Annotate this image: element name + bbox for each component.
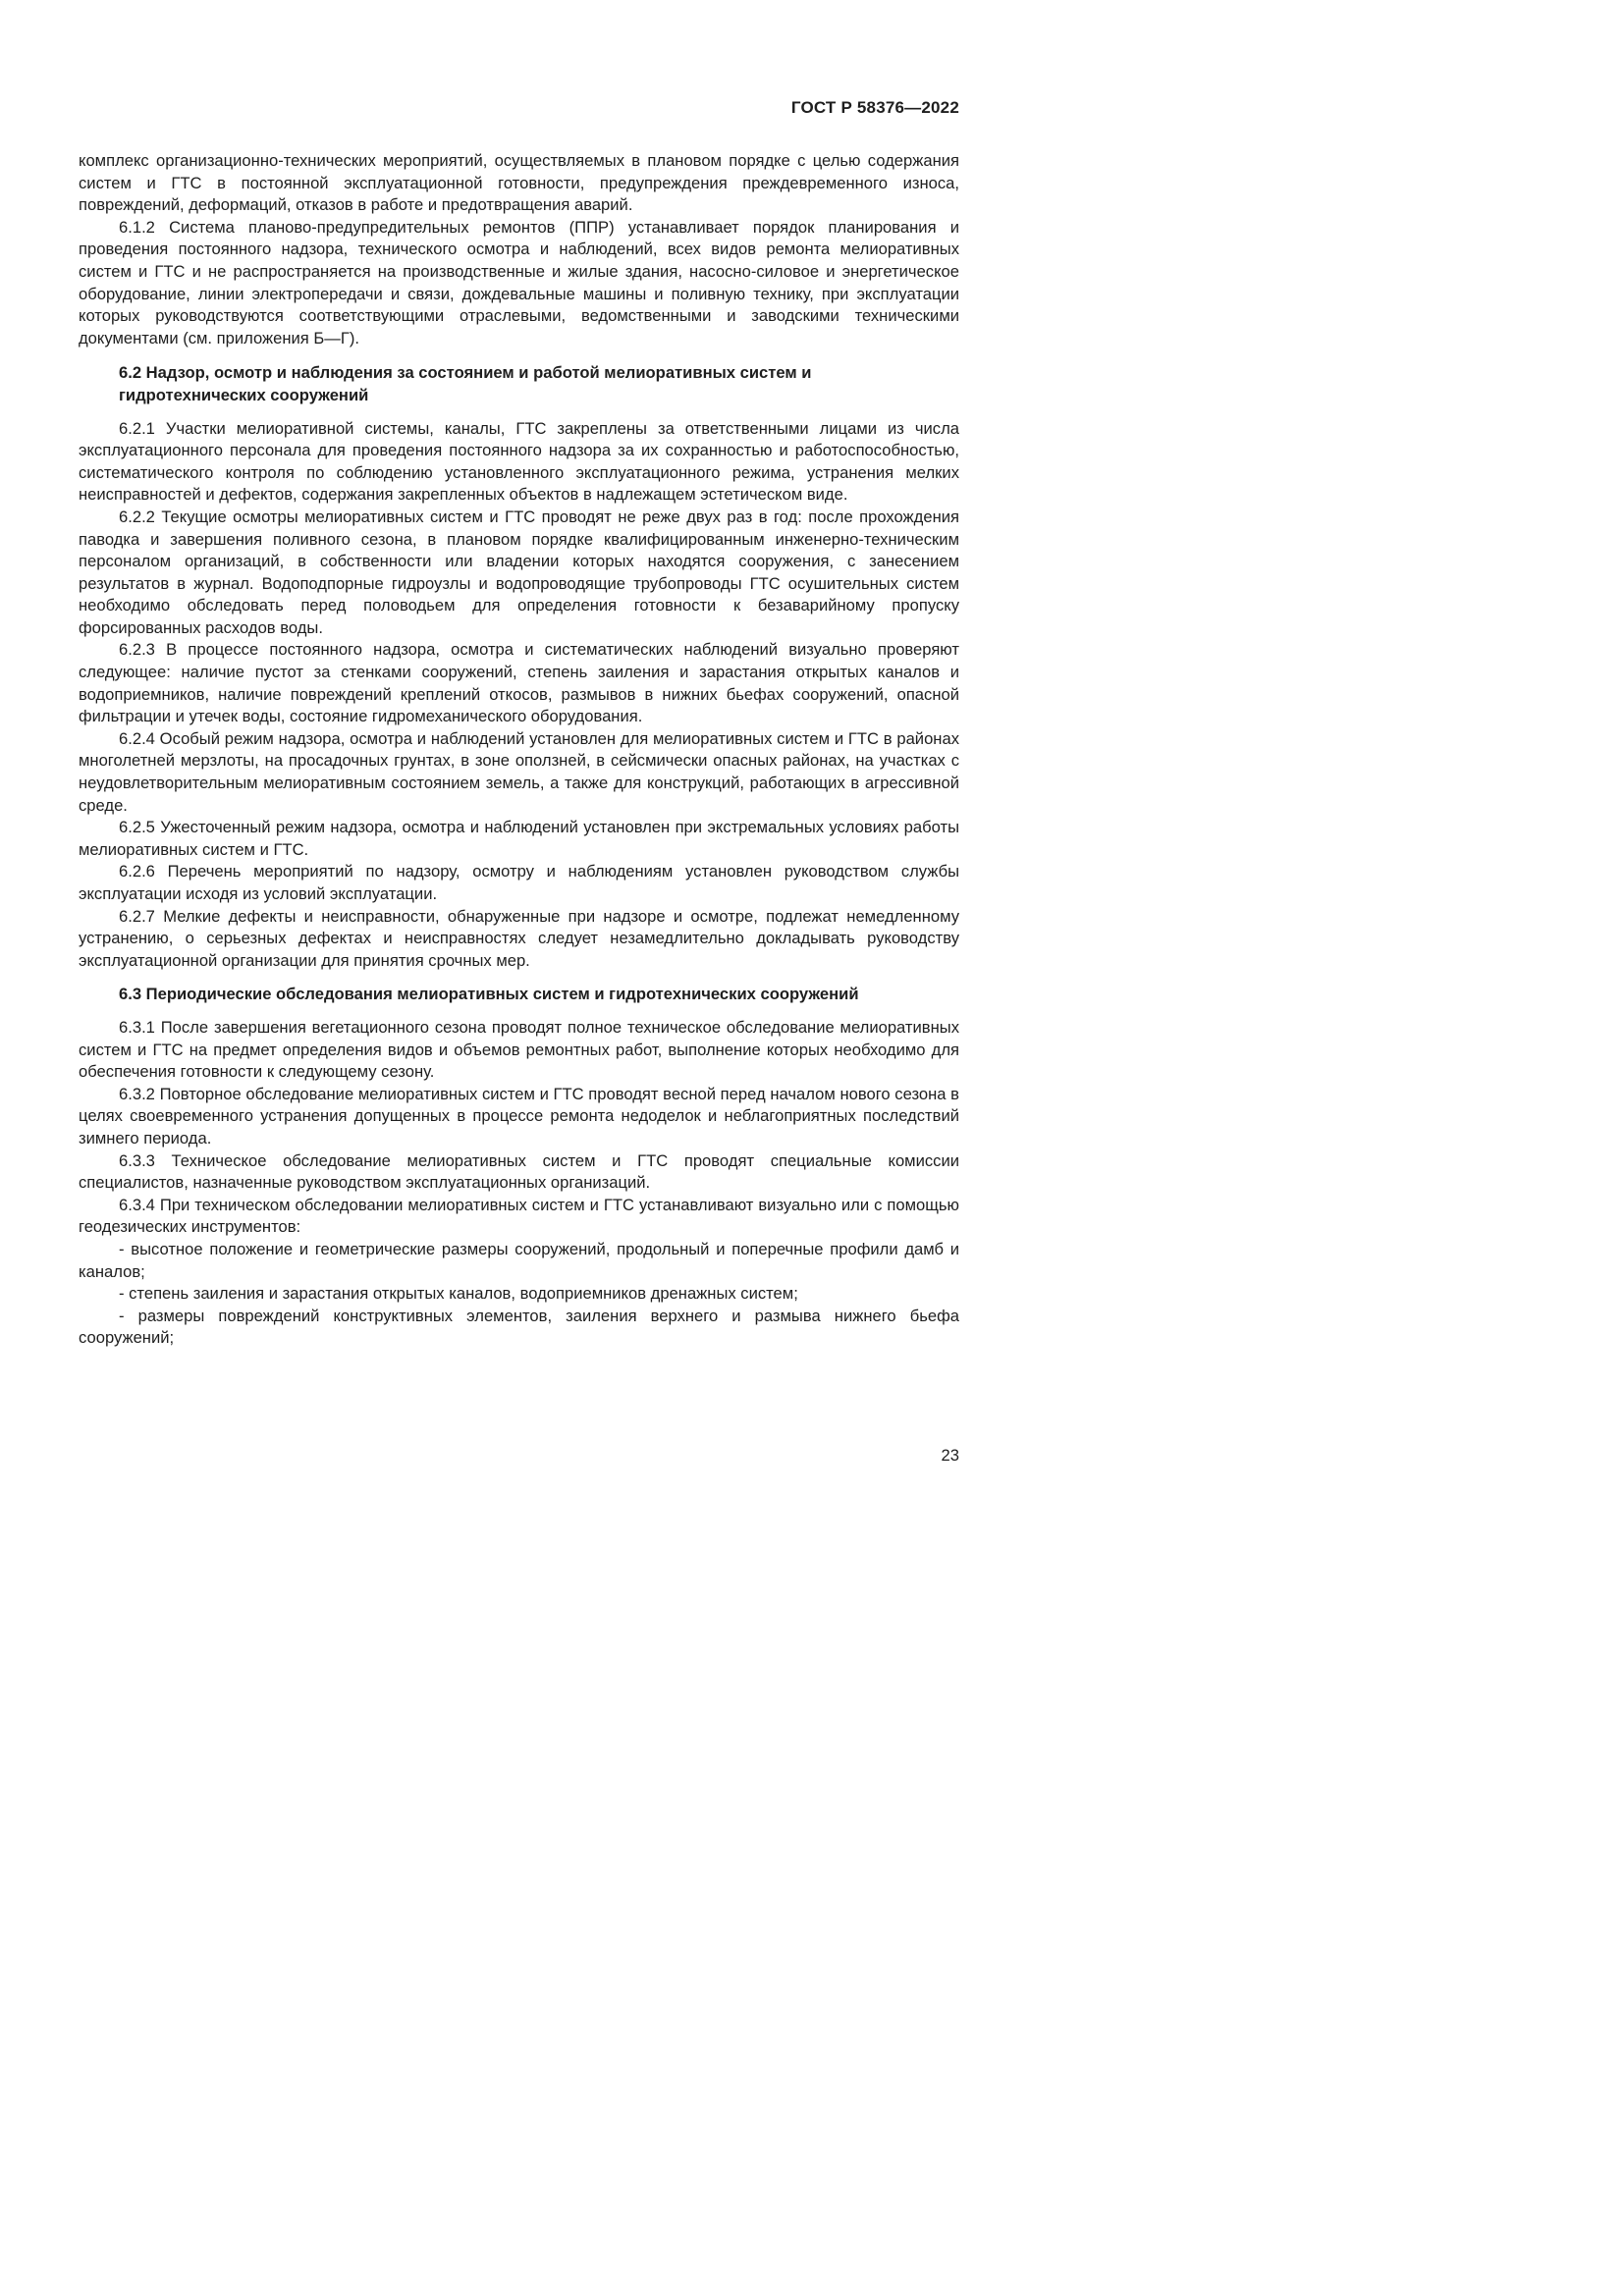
paragraph-6-3-4: 6.3.4 При техническом обследовании мелиоративных систем и ГТС устанавливают визуально или с помощью геодезических инструментов: [79, 1195, 959, 1237]
list-item: - размеры повреждений конструктивных элементов, заиления верхнего и размыва нижнего бьефа сооружений; [79, 1306, 959, 1348]
paragraph-6-3-3: 6.3.3 Техническое обследование мелиоративных систем и ГТС проводят специальные комиссии специалистов, назначенные руководством эксплуатационных организаций. [79, 1150, 959, 1193]
heading-6-2: 6.2 Надзор, осмотр и наблюдения за состоянием и работой мелиоративных систем и гидротехнических сооружений [119, 363, 812, 404]
paragraph-6-2-5: 6.2.5 Ужесточенный режим надзора, осмотра и наблюдений установлен при экстремальных условиях работы мелиоративных систем и ГТС. [79, 818, 959, 859]
heading-6-3: 6.3 Периодические обследования мелиоративных систем и гидротехнических сооружений [119, 985, 859, 1004]
paragraph-6-2-7: 6.2.7 Мелкие дефекты и неисправности, обнаруженные при надзоре и осмотре, подлежат немедленному устранению, о серьезных дефектах и неисправностях следует незамедлительно докладывать руководству эксплуатационной организации для принятия срочных мер. [79, 906, 959, 970]
paragraph-6-2-3: 6.2.3 В процессе постоянного надзора, осмотра и систематических наблюдений визуально проверяют следующее: наличие пустот за стенками сооружений, степень заиления и зарастания открытых каналов и водоприемников, наличие повреждений креплений откосов, размывов в нижних бьефах сооружений, опасной фильтрации и утечек воды, состояние гидромеханического оборудования. [79, 640, 959, 726]
paragraph-6-2-2: 6.2.2 Текущие осмотры мелиоративных систем и ГТС проводят не реже двух раз в год: после прохождения паводка и завершения поливного сезона, в плановом порядке квалифицированным инженерно-техническим персоналом организаций, в собственности или владении которых находятся сооружения, с занесением результатов в журнал. Водоподпорные гидроузлы и водопроводящие трубопроводы ГТС осушительных систем необходимо обследовать перед половодьем для определения готовности к безаварийному пропуску форсированных расходов воды. [79, 507, 959, 637]
paragraph-6-2-6: 6.2.6 Перечень мероприятий по надзору, осмотру и наблюдениям установлен руководством службы эксплуатации исходя из условий эксплуатации. [79, 862, 959, 903]
paragraph-6-1-2: 6.1.2 Система планово-предупредительных ремонтов (ППР) устанавливает порядок планирования и проведения постоянного надзора, технического осмотра и наблюдений, всех видов ремонта мелиоративных систем и ГТС и не распространяется на производственные и жилые здания, насосно-силовое и энергетическое оборудование, линии электропередачи и связи, дождевальные машины и поливную технику, при эксплуатации которых руководствуются соответствующими отраслевыми, ведомственными и заводскими техническими документами (см. приложения Б—Г). [79, 217, 959, 347]
paragraph-6-2-4: 6.2.4 Особый режим надзора, осмотра и наблюдений установлен для мелиоративных систем и ГТС в районах многолетней мерзлоты, на просадочных грунтах, в зоне оползней, в сейсмически опасных районах, на участках с неудовлетворительным мелиоративным состоянием земель, а также для конструкций, работающих в агрессивной среде. [79, 728, 959, 815]
paragraph-intro: комплекс организационно-технических мероприятий, осуществляемых в плановом порядке с целью содержания систем и ГТС в постоянной эксплуатационной готовности, предупреждения преждевременного износа, повреждений, деформаций, отказов в работе и предотвращения аварий. [79, 151, 959, 215]
page-number: 23 [941, 1446, 959, 1465]
paragraph-6-3-1: 6.3.1 После завершения вегетационного сезона проводят полное техническое обследование мелиоративных систем и ГТС на предмет определения видов и объемов ремонтных работ, выполнение которых необходимо для обеспечения готовности к следующему сезону. [79, 1017, 959, 1082]
document-code: ГОСТ Р 58376—2022 [790, 98, 959, 117]
document-body [79, 150, 959, 1350]
paragraph-6-2-1: 6.2.1 Участки мелиоративной системы, каналы, ГТС закреплены за ответственными лицами из числа эксплуатационного персонала для проведения постоянного надзора за их сохранностью и работоспособностью, систематического контроля по соблюдению установленного эксплуатационного режима, устранения мелких неисправностей и дефектов, содержания закрепленных объектов в надлежащем эстетическом виде. [79, 418, 959, 505]
list-item: - высотное положение и геометрические размеры сооружений, продольный и поперечные профили дамб и каналов; [79, 1239, 959, 1281]
paragraph-6-3-2: 6.3.2 Повторное обследование мелиоративных систем и ГТС проводят весной перед началом нового сезона в целях своевременного устранения допущенных в процессе ремонта недоделок и неблагоприятных последствий зимнего периода. [79, 1084, 959, 1148]
document-page [0, 0, 1083, 1530]
list-item: - степень заиления и зарастания открытых каналов, водоприемников дренажных систем; [119, 1284, 798, 1304]
